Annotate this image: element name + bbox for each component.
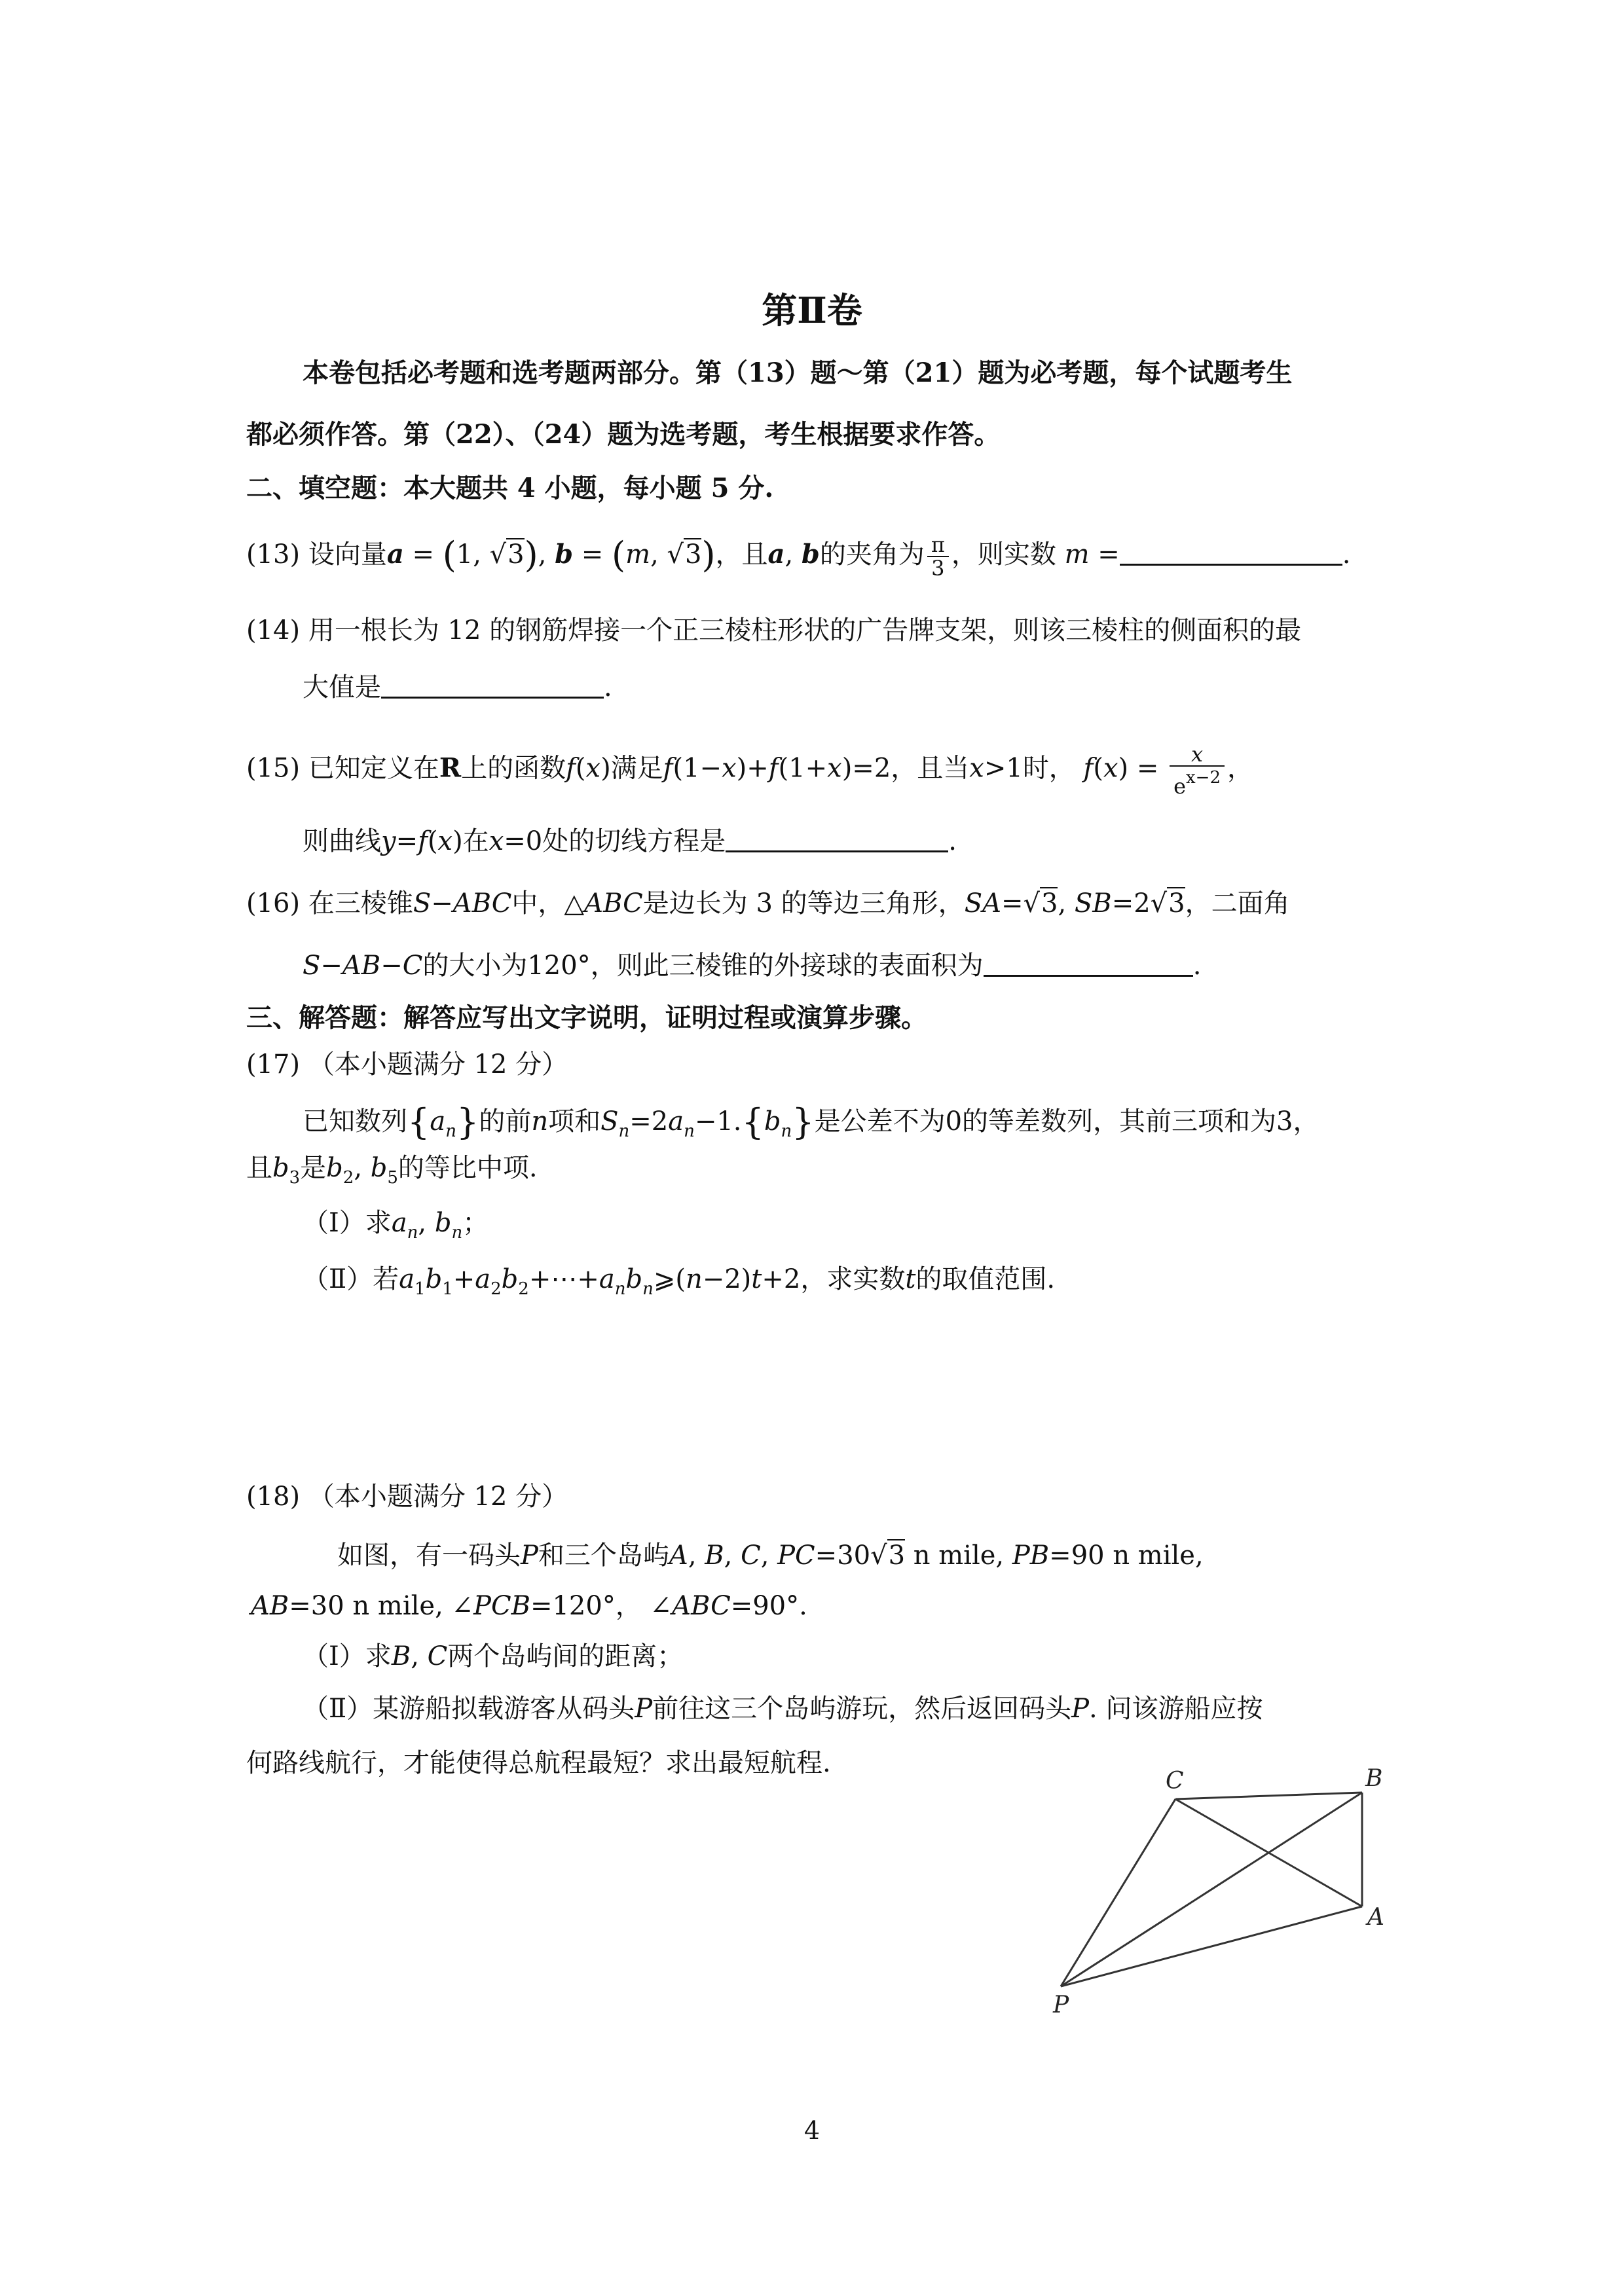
page-number: 4 <box>803 2116 821 2145</box>
section-solution-heading: 三、解答题：解答应写出文字说明，证明过程或演算步骤。 <box>246 1002 927 1033</box>
answer-blank-14[interactable] <box>381 668 604 699</box>
segment-cb <box>1175 1793 1362 1799</box>
segment-ca <box>1175 1799 1362 1906</box>
answer-blank-16[interactable] <box>984 946 1193 977</box>
segment-cp <box>1061 1799 1175 1986</box>
question-16-line-1: (16) 在三棱锥S−ABC中，△ABC是边长为 3 的等边三角形，SA=√3, SB=2√3，二面角 <box>246 888 1290 919</box>
question-17-line-1: 已知数列$\{a_n\}$的前n项和$S_n=2a_n-1.\{b_n\}$是公差不为0的等差数列，其前三项和为3， <box>303 1101 1320 1142</box>
question-14-line-2: 大值是 . <box>303 668 612 706</box>
segment-pb <box>1061 1793 1362 1986</box>
intro-line-1: 本卷包括必考题和选考题两部分。第（13）题～第（21）题为必考题，每个试题考生 <box>303 357 1293 388</box>
island-diagram <box>1035 1768 1401 2023</box>
question-17-line-2: 且$b_3$是$b_2$, $b_5$的等比中项. <box>246 1153 538 1188</box>
section-fill-blank-heading: 二、填空题：本大题共 4 小题，每小题 5 分. <box>246 473 774 503</box>
question-18-header: (18) （本小题满分 12 分） <box>246 1482 568 1512</box>
fraction-pi-over-3: $\frac{\pi}{3}$ <box>927 534 949 579</box>
question-18-line-1: 如图，有一码头P和三个岛屿A, B, C, PC=30√3 n mile, PB=90 n mile, <box>337 1540 1204 1571</box>
question-15-line-2: 则曲线y=f(x)在x=0处的切线方程是 . <box>303 822 957 860</box>
answer-blank-13[interactable] <box>1120 535 1342 566</box>
label-c: C <box>1166 1768 1184 1795</box>
question-17-header: (17) （本小题满分 12 分） <box>246 1049 568 1080</box>
question-18-line-2: AB=30 n mile, ∠PCB=120°， ∠ABC=90°. <box>251 1591 807 1621</box>
question-15-line-1: (15) 已知定义在R上的函数f(x)满足f(1−x)+f(1+x)=2，且当x>1时， f(x) = $\frac{x}{e^{x-2}}$ ， <box>246 742 1254 799</box>
intro-line-2: 都必须作答。第（22）、（24）题为选考题，考生根据要求作答。 <box>246 419 1001 450</box>
question-18-part-2: （Ⅱ）某游船拟载游客从码头P前往这三个岛屿游玩，然后返回码头P. 问该游船应按 <box>303 1694 1263 1724</box>
segment-pa <box>1061 1906 1362 1986</box>
question-14-line-1: (14) 用一根长为 12 的钢筋焊接一个正三棱柱形状的广告牌支架，则该三棱柱的侧面积的最 <box>246 615 1302 646</box>
answer-blank-15[interactable] <box>726 822 948 852</box>
question-18-part-2-continued: 何路线航行，才能使得总航程最短？求出最短航程. <box>246 1748 831 1778</box>
question-13: (13) 设向量a = (1, √3), b = (m, √3)，且a, b的夹角为 $\frac{\pi}{3}$ ，则实数 m = . <box>246 532 1351 581</box>
fraction-x-over-exp: $\frac{x}{e^{x-2}}$ <box>1170 743 1225 797</box>
label-a: A <box>1367 1904 1384 1931</box>
question-17-part-1: （Ⅰ）求$a_n$, $b_n$； <box>303 1208 489 1243</box>
question-16-line-2: S−AB−C的大小为120°，则此三棱锥的外接球的表面积为 . <box>303 946 1201 984</box>
question-18-part-1: （Ⅰ）求B, C两个岛屿间的距离； <box>303 1641 684 1671</box>
section-title: 第Ⅱ卷 <box>762 289 862 331</box>
label-p: P <box>1053 1992 1069 2018</box>
question-17-part-2: （Ⅱ）若$a_1b_1+a_2b_2+\cdots+a_nb_n⩾(n-2)t+2$，求实数t的取值范围. <box>303 1264 1056 1299</box>
label-b: B <box>1365 1768 1383 1792</box>
